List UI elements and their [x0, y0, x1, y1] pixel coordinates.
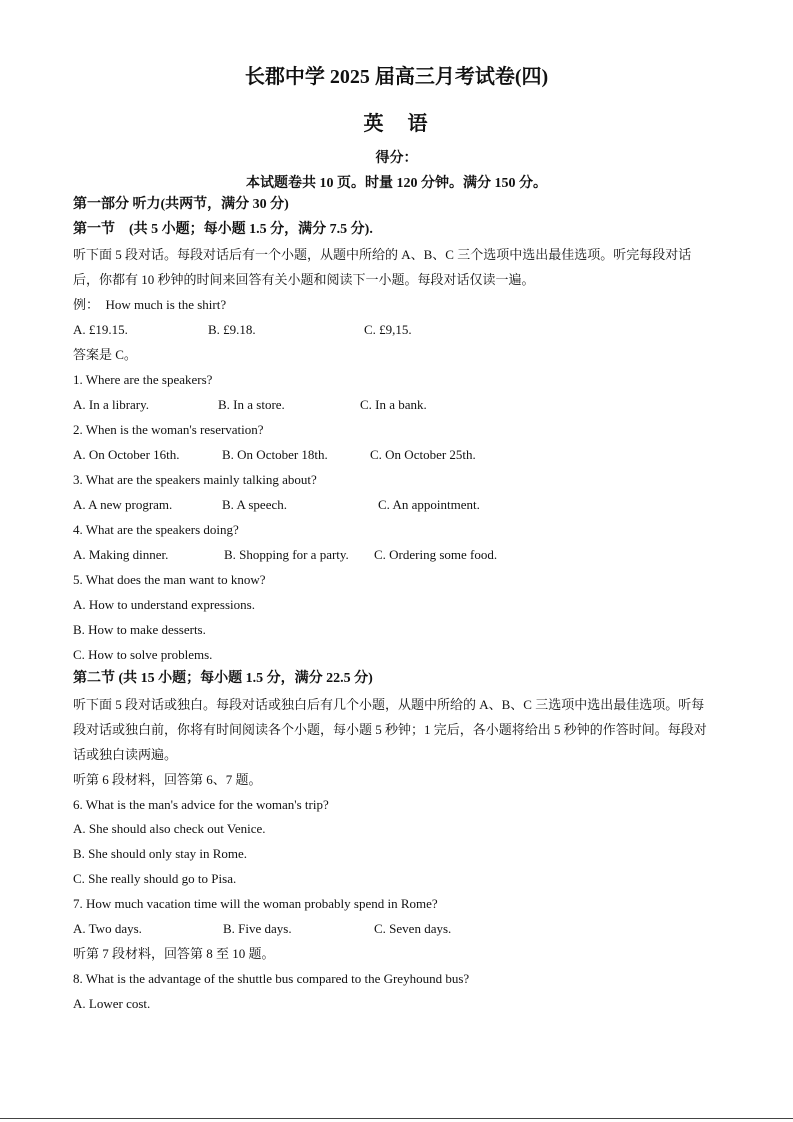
q7-option-b: B. Five days. [223, 921, 292, 936]
section2-instructions: 听下面 5 段对话或独白。每段对话或独白后有几个小题，从题中所给的 A、B、C 三选项中选出最佳选项。听每段对话或独白前，你将有时间阅读各个小题，每小题 5 秒钟；1 完后，各小题将给出 5 秒钟的作答时间。每段对话或独白读两遍。 [73, 697, 707, 762]
exam-title: 长郡中学 2025 届高三月考试卷(四) [244, 66, 549, 88]
section1-instructions: 听下面 5 段对话。每段对话后有一个小题，从题中所给的 A、B、C 三个选项中选出最佳选项。听完每段对话后，你都有 10 秒钟的时间来回答有关小题和阅读下一小题。每段对话仅读一遍。 [73, 247, 692, 287]
example-option-c: C. £9,15. [364, 322, 412, 337]
q2-option-c: C. On October 25th. [370, 447, 476, 462]
q5-option-b: B. How to make desserts. [73, 622, 206, 637]
q4-option-b: B. Shopping for a party. [224, 547, 349, 562]
question-6: 6. What is the man's advice for the woman's trip? [73, 797, 329, 812]
question-3: 3. What are the speakers mainly talking about? [73, 472, 317, 487]
q5-option-a: A. How to understand expressions. [73, 597, 255, 612]
question-4: 4. What are the speakers doing? [73, 522, 239, 537]
q7-option-a: A. Two days. [73, 921, 142, 936]
q6-option-a: A. She should also check out Venice. [73, 821, 266, 836]
question-5: 5. What does the man want to know? [73, 572, 266, 587]
score-label: 得分： [375, 151, 418, 166]
q3-option-c: C. An appointment. [378, 497, 480, 512]
q8-option-a: A. Lower cost. [73, 996, 151, 1011]
q1-option-b: B. In a store. [218, 397, 285, 412]
exam-info: 本试题卷共 10 页。时量 120 分钟。满分 150 分。 [246, 176, 547, 191]
page-bottom-rule [0, 1118, 793, 1119]
q1-option-a: A. In a library. [73, 397, 150, 412]
q3-option-a: A. A new program. [73, 497, 173, 512]
question-7: 7. How much vacation time will the woman probably spend in Rome? [73, 896, 438, 911]
question-1: 1. Where are the speakers? [73, 372, 213, 387]
q6-option-c: C. She really should go to Pisa. [73, 871, 237, 886]
q1-option-c: C. In a bank. [360, 397, 427, 412]
q2-option-b: B. On October 18th. [222, 447, 328, 462]
part1-heading: 第一部分 听力(共两节，满分 30 分) [73, 197, 289, 212]
q4-option-c: C. Ordering some food. [374, 547, 498, 562]
q7-option-c: C. Seven days. [374, 921, 452, 936]
example-answer: 答案是 C。 [73, 347, 137, 362]
q6-option-b: B. She should only stay in Rome. [73, 846, 248, 861]
example-question: 例： How much is the shirt? [73, 297, 227, 312]
subject-title: 英 语 [363, 113, 430, 135]
section2-heading: 第二节 (共 15 小题；每小题 1.5 分，满分 22.5 分) [73, 671, 373, 686]
material-7: 听第 7 段材料，回答第 8 至 10 题。 [73, 946, 275, 961]
question-8: 8. What is the advantage of the shuttle bus compared to the Greyhound bus? [73, 971, 470, 986]
material-6: 听第 6 段材料，回答第 6、7 题。 [73, 772, 262, 787]
example-option-a: A. £19.15. [73, 322, 128, 337]
q3-option-b: B. A speech. [222, 497, 287, 512]
question-2: 2. When is the woman's reservation? [73, 422, 264, 437]
example-option-b: B. £9.18. [208, 322, 256, 337]
section1-heading: 第一节 (共 5 小题；每小题 1.5 分，满分 7.5 分). [73, 222, 373, 237]
q5-option-c: C. How to solve problems. [73, 647, 213, 662]
q2-option-a: A. On October 16th. [73, 447, 180, 462]
q4-option-a: A. Making dinner. [73, 547, 169, 562]
